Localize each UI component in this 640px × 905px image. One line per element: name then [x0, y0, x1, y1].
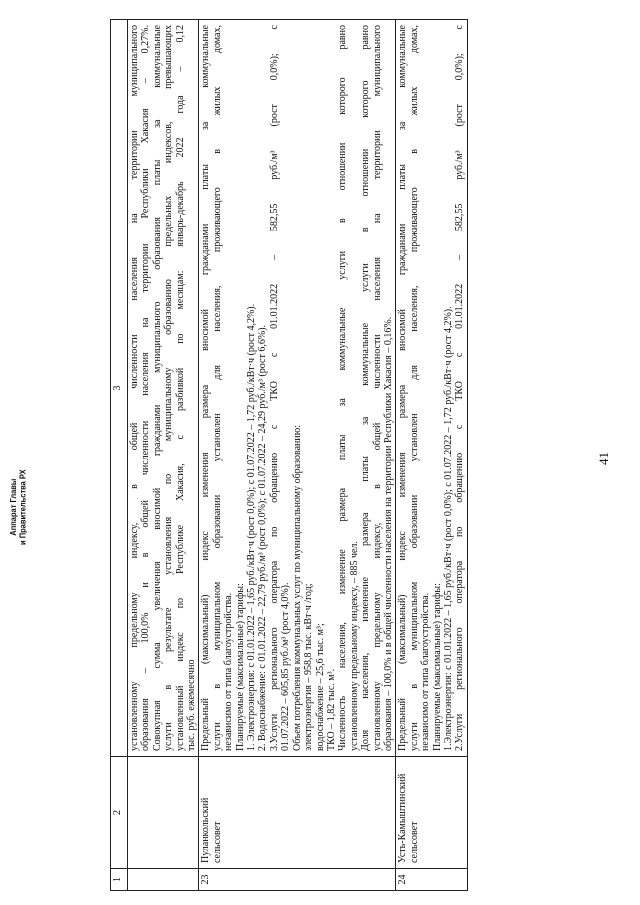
text-line: независимо от типа благоустройства. — [420, 592, 432, 751]
row-number: 24 — [396, 869, 467, 891]
text-line: 1. Электроэнергия: с 01.01.2022 – 1,65 руб./кВт·ч (рост 0,0%); с 01.07.2022 – 1,72 руб./кВт·ч (рост 4,2%). — [246, 303, 258, 751]
municipality-name: Пуланкольский сельсовет — [199, 757, 396, 869]
text-line: Доля населения, изменение размера платы за коммунальные услуги в отношении которого равно — [360, 25, 372, 751]
header-col-1: 1 — [111, 869, 128, 891]
text-line: установленному предельному индексу, – 885 чел. — [348, 541, 360, 751]
table-row — [396, 20, 467, 891]
text-line: услуги в муниципальном образовании установлен для населения, проживающего в жилых домах, — [408, 25, 420, 751]
text-line: Объем потребления коммунальных услуг по муниципальному образованию: — [291, 425, 303, 751]
text-line: установленный индекс по Республике Хакасия, с разбивкой по месяцам: январь-декабрь 2022 года – 0,12 — [174, 25, 186, 751]
text-line: Совокупная сумма увеличения вносимой гражданами муниципального образования платы за коммунальные — [151, 25, 163, 751]
text-line: 1.Электроэнергия: с 01.01.2022 – 1,65 руб./кВт·ч (рост 0,0%); с 01.07.2022 – 1,72 руб./кВт·ч (рост 4,2%). — [442, 306, 454, 751]
row-number: 23 — [199, 869, 396, 891]
text-line: водоснабжение – 25,6 тыс. м³; — [314, 623, 326, 751]
text-line: 3.Услуги регионального оператора по обращению с ТКО с 01.01.2022 – 582,55 руб./м³ (рост 0,0%); с — [268, 25, 280, 751]
row-description — [128, 20, 199, 757]
text-line: Численность населения, изменение размера платы за коммунальные услуги в отношении которого равно — [337, 25, 349, 751]
text-line: Планируемые (максимальные) тарифы: — [431, 583, 443, 751]
stamp-line: Аппарат Главы — [8, 478, 18, 536]
text-line: образования – 100,0% и в общей численности населения на территории Республики Хакасия – 0,16%. — [382, 316, 394, 751]
text-line: Предельный (максимальный) индекс изменения размера вносимой гражданами платы за коммунальные — [397, 25, 409, 751]
table-row — [128, 20, 199, 891]
row-number — [128, 869, 199, 891]
row-description — [199, 20, 396, 757]
table-row — [199, 20, 396, 891]
stamp-line: и Правительства РХ — [17, 469, 28, 545]
row-description — [396, 20, 467, 757]
text-line: услуги в результате установления по муниципальному образованию предельных индексов, превышающих — [163, 25, 175, 751]
text-line: услуги в муниципальном образовании установлен для населения, проживающего в жилых домах, — [211, 25, 223, 751]
text-line: Предельный (максимальный) индекс изменения размера вносимой гражданами платы за коммунальные — [200, 25, 212, 751]
text-line: независимо от типа благоустройства. — [223, 592, 235, 751]
text-line: 01.07.2022 – 605,85 руб./м³ (рост 4,0%). — [280, 582, 292, 751]
text-line: 2.Услуги регионального оператора по обращению с ТКО с 01.01.2022 – 582,55 руб./м³ (рост 0,0%); с — [454, 25, 466, 751]
text-line: ТКО – 1,82 тыс. м³. — [325, 668, 337, 751]
text-line: Планируемые (максимальные) тарифы: — [234, 583, 246, 751]
text-line: электроэнергия – 958,8 тыс. кВт·ч /год; — [303, 583, 315, 751]
page-number: 41 — [596, 452, 611, 465]
text-line: установленному предельному индексу, в общей численности населения на территории муниципального — [371, 25, 383, 751]
municipality-name: Усть-Камыштинский сельсовет — [396, 757, 467, 869]
text-line: образования – 100,0% и в общей численности населения на территории Республики Хакасия – 0,27%. — [140, 25, 152, 751]
text-line: установленному предельному индексу, в общей численности населения на территории муниципального — [129, 25, 140, 751]
office-stamp — [9, 469, 28, 545]
header-col-3: 3 — [111, 20, 128, 757]
text-line: 2. Водоснабжение: с 01.01.2022 – 22,79 руб./м³ (рост 0,0%); с 01.07.2022 – 24,29 руб./м³ (рост 6,6%). — [257, 324, 269, 751]
table-header-row — [111, 20, 128, 891]
text-line: тыс. руб. ежемесячно — [186, 659, 198, 751]
header-col-2: 2 — [111, 757, 128, 869]
tariff-table — [110, 19, 468, 891]
municipality-name — [128, 757, 199, 869]
